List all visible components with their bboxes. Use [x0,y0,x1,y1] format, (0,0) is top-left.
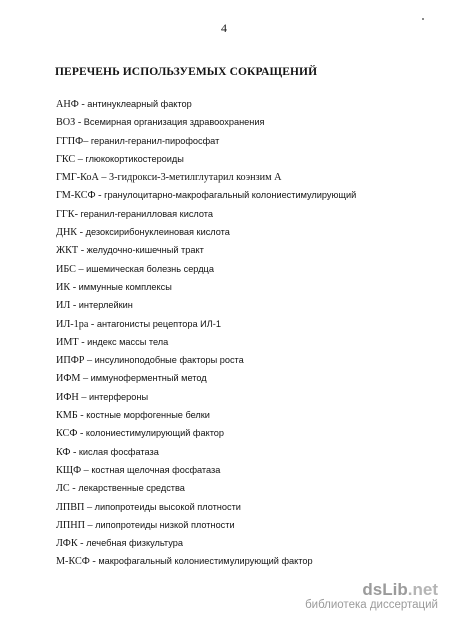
abbreviation-item [56,260,356,278]
abbreviation-item [56,150,356,168]
abbreviation-item [56,406,356,424]
abbreviation-definition: глюкокортикостероиды [85,153,184,164]
watermark-logo-main: dsLib [362,580,408,599]
abbreviation-term: ИЛ [56,300,71,312]
abbreviation-term: КМБ [56,410,78,422]
abbreviation-item [56,296,356,314]
abbreviation-definition: интерфероны [88,391,149,402]
abbreviation-definition: макрофагальный колониестимулирующий фактор [98,556,313,567]
abbreviation-separator: - [77,227,86,239]
abbreviation-term: ЛПВП [56,501,85,513]
abbreviation-separator: – [75,263,87,275]
abbreviation-definition: кислая фосфатаза [78,446,159,457]
abbreviation-separator: – [83,135,91,147]
abbreviation-separator: - [70,281,79,293]
abbreviation-item [56,113,356,131]
abbreviation-term: ГГПФ [56,135,84,147]
abbreviation-definition: лечебная физкультура [86,538,183,549]
abbreviation-definition: геранил-геранил-пирофосфат [90,135,220,146]
abbreviation-term: ГКС [56,153,76,165]
abbreviation-item [56,278,356,296]
abbreviation-term: ЖКТ [56,245,79,257]
abbreviation-definition: липопротеиды высокой плотности [94,501,241,512]
abbreviation-definition: костная щелочная фосфатаза [91,464,221,475]
abbreviation-definition: геранил-геранилловая кислота [80,208,213,219]
abbreviation-definition: гранулоцитарно-макрофагальный колониестимулирующий [104,190,357,201]
abbreviation-separator: - [88,318,97,330]
abbreviation-definition: костные морфогенные белки [86,410,210,421]
abbreviation-definition: Всемирная организация здравоохранения [83,117,265,128]
abbreviation-item [56,95,356,113]
abbreviation-separator: - [77,538,87,550]
abbreviation-definition: дезоксирибонуклеиновая кислота [85,227,230,238]
abbreviation-separator: – [84,355,95,367]
abbreviation-definition: интерлейкин [78,300,133,311]
abbreviation-item [56,168,356,186]
abbreviation-separator: - [89,556,99,568]
abbreviation-definition: инсулиноподобные факторы роста [94,355,244,366]
abbreviation-item [56,479,356,497]
abbreviation-separator: – [78,391,89,403]
abbreviation-item [56,461,356,479]
abbreviation-term: ИК [56,281,71,293]
abbreviation-separator: - [78,336,88,348]
abbreviation-item [56,443,356,461]
abbreviation-item [56,516,356,534]
abbreviation-item [56,424,356,442]
abbreviation-separator: - [70,446,79,458]
abbreviation-separator: - [77,410,87,422]
abbreviation-list [56,95,356,571]
abbreviation-separator: - [69,483,79,495]
abbreviation-definition: колониестимулирующий фактор [85,428,225,439]
abbreviation-separator: – [81,464,92,476]
abbreviation-definition: лекарственные средства [78,483,185,494]
abbreviation-item [56,132,356,150]
abbreviation-item [56,315,356,333]
abbreviation-separator: - [74,208,81,220]
abbreviation-term: ЛФК [56,538,78,550]
abbreviation-term: ИМТ [56,336,79,348]
abbreviation-definition: иммунные комплексы [78,281,172,292]
watermark [305,581,438,612]
abbreviation-item [56,351,356,369]
abbreviation-definition: антинуклеарный фактор [87,99,192,109]
abbreviation-term: КЩФ [56,464,82,476]
abbreviation-item [56,186,356,204]
abbreviation-separator: - [95,190,105,202]
abbreviation-separator: - [70,300,79,312]
abbreviation-term: ИЛ-1ра [56,318,89,330]
abbreviation-term: ВОЗ [56,117,76,129]
abbreviation-term: ЛПНП [56,519,85,531]
abbreviation-term: ИФМ [56,373,81,385]
abbreviation-definition: индекс массы тела [87,336,169,347]
abbreviation-definition: липопротеиды низкой плотности [95,519,235,530]
abbreviation-term: ИПФР [56,355,85,367]
page-heading: ПЕРЕЧЕНЬ ИСПОЛЬЗУЕМЫХ СОКРАЩЕНИЙ [55,66,318,78]
abbreviation-term: АНФ [56,99,79,110]
abbreviation-term: ИФН [56,391,79,403]
abbreviation-term: ДНК [56,227,78,239]
abbreviation-separator: – [80,373,91,385]
abbreviation-item [56,534,356,552]
abbreviation-term: ГМ-КСФ [56,190,96,202]
abbreviation-separator: - [78,245,87,257]
abbreviation-separator: - [78,99,88,110]
abbreviation-term: ИБС [56,263,76,275]
abbreviation-item [56,333,356,351]
scan-speck [422,18,424,20]
abbreviation-term: ЛС [56,483,70,495]
abbreviation-term: ГГК [56,208,75,220]
abbreviation-item [56,388,356,406]
abbreviation-definition: антагонисты рецептора ИЛ-1 [96,318,221,329]
watermark-logo-suffix: .net [407,580,438,599]
abbreviation-definition: иммуноферментный метод [90,373,207,384]
abbreviation-separator: - [75,117,84,129]
abbreviation-item [56,552,356,570]
abbreviation-item [56,205,356,223]
abbreviation-term: М-КСФ [56,556,90,568]
abbreviation-definition: желудочно-кишечный тракт [86,245,204,256]
watermark-tagline: библиотека диссертаций [305,599,438,611]
abbreviation-separator: – [75,153,86,165]
watermark-logo [305,581,438,599]
abbreviation-term: КСФ [56,428,78,440]
abbreviation-term: КФ [56,446,71,458]
abbreviation-item [56,369,356,387]
abbreviation-separator: - [77,428,86,440]
page-number: 4 [221,21,227,35]
abbreviation-separator: – [84,519,96,531]
abbreviation-item [56,498,356,516]
abbreviation-term: ГМГ-КоА – 3-гидрокси-3-метилглутарил коэнзим А [56,172,282,184]
abbreviation-separator: – [84,501,95,513]
abbreviation-item [56,241,356,259]
abbreviation-definition: ишемическая болезнь сердца [86,263,214,274]
abbreviation-item [56,223,356,241]
